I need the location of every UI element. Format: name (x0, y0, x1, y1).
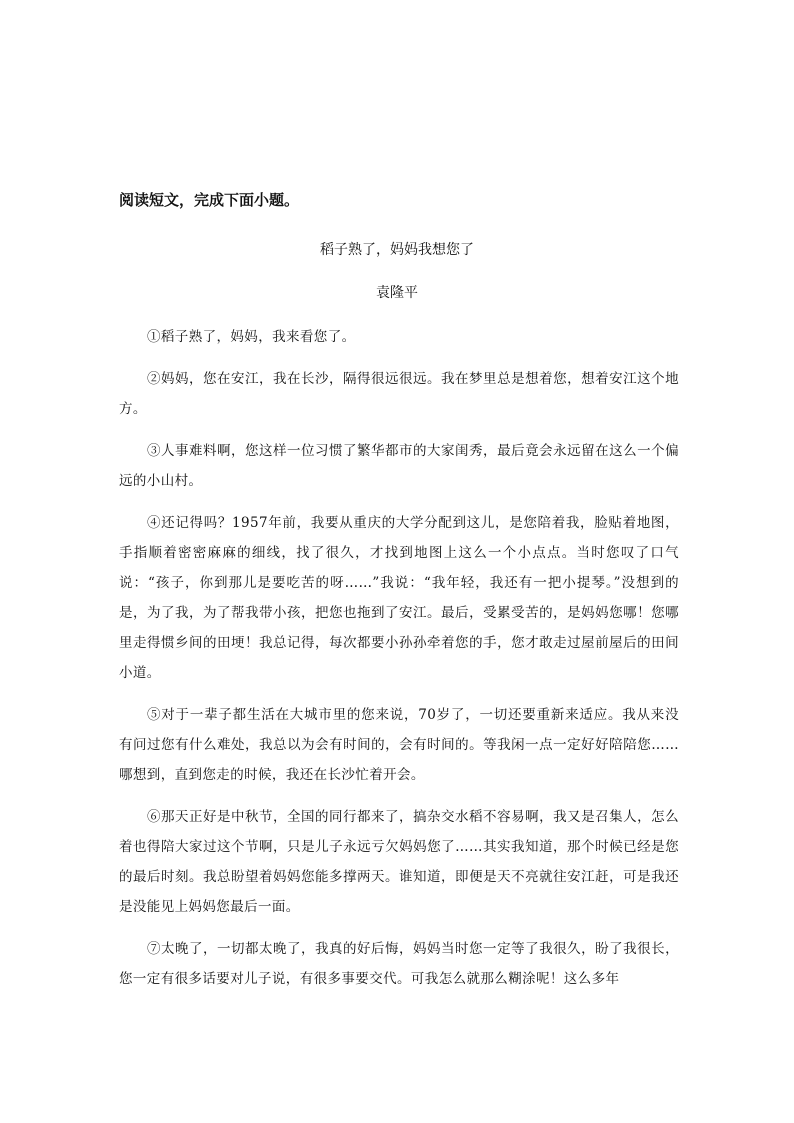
paragraph-5: ⑤对于一辈子都生活在大城市里的您来说，70岁了，一切还要重新来适应。我从来没有问过您有什么难处，我总以为会有时间的，会有时间的。等我闲一点一定好好陪陪您……哪想到，直到您走的时候，我还在长沙忙着开会。 (119, 707, 679, 783)
paragraph-1: ①稻子熟了，妈妈，我来看您了。 (147, 329, 356, 345)
paragraph-6: ⑥那天正好是中秋节，全国的同行都来了，搞杂交水稻不容易啊，我又是召集人，怎么着也得陪大家过这个节啊，只是儿子永远亏欠妈妈您了……其实我知道，那个时候已经是您的最后时刻。我总盼望着妈妈您能多撑两天。谁知道，即便是天不亮就往安江赶，可是我还是没能见上妈妈您最后一面。 (119, 809, 679, 915)
article-body (119, 322, 679, 1006)
paragraph-7: ⑦太晚了，一切都太晚了，我真的好后悔，妈妈当时您一定等了我很久，盼了我很长，您一定有很多话要对儿子说，有很多事要交代。可我怎么就那么糊涂呢！这么多年 (119, 941, 679, 987)
paragraph-2: ②妈妈，您在安江，我在长沙，隔得很远很远。我在梦里总是想着您，想着安江这个地方。 (119, 371, 679, 417)
instruction-heading: 阅读短文，完成下面小题。 (119, 191, 300, 209)
article-author: 袁隆平 (376, 285, 418, 301)
article-title: 稻子熟了，妈妈我想您了 (320, 242, 474, 258)
paragraph-4: ④还记得吗？1957年前，我要从重庆的大学分配到这儿，是您陪着我，脸贴着地图，手指顺着密密麻麻的细线，找了很久，才找到地图上这么一个小点点。当时您叹了口气说：“孩子，你到那儿是要吃苦的呀……”我说：“我年轻，我还有一把小提琴。”没想到的是，为了我，为了帮我带小孩，把您也拖到了安江。最后，受累受苦的，是妈妈您哪！您哪里走得惯乡间的田埂！我总记得，每次都要小孙孙牵着您的手，您才敢走过屋前屋后的田间小道。 (119, 515, 679, 681)
paragraph-3: ③人事难料啊，您这样一位习惯了繁华都市的大家闺秀，最后竟会永远留在这么一个偏远的小山村。 (119, 443, 679, 489)
